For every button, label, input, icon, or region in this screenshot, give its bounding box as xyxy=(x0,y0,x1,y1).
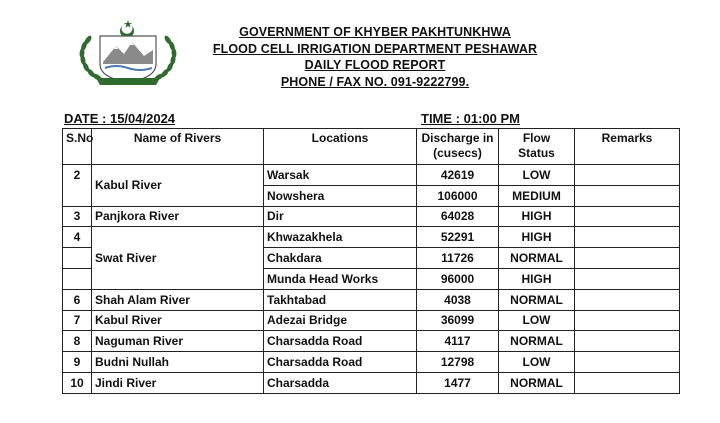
cell-sno: 3 xyxy=(63,206,92,227)
header-discharge xyxy=(417,129,499,165)
cell-remarks xyxy=(575,165,680,186)
cell-river: Budni Nullah xyxy=(92,352,264,373)
cell-location: Warsak xyxy=(264,165,417,186)
cell-status: LOW xyxy=(499,165,575,186)
cell-discharge: 64028 xyxy=(417,206,499,227)
cell-river: Kabul River xyxy=(92,165,264,207)
cell-status: NORMAL xyxy=(499,289,575,310)
header-remarks: Remarks xyxy=(575,129,680,165)
cell-discharge: 106000 xyxy=(417,185,499,206)
cell-location: Charsadda xyxy=(264,372,417,393)
cell-discharge: 36099 xyxy=(417,310,499,331)
government-title: GOVERNMENT OF KHYBER PAKHTUNKHWA xyxy=(239,25,511,39)
cell-remarks xyxy=(575,310,680,331)
cell-remarks xyxy=(575,289,680,310)
report-title: DAILY FLOOD REPORT xyxy=(304,58,446,72)
table-row xyxy=(63,372,680,393)
cell-status: HIGH xyxy=(499,227,575,248)
report-date: DATE : 15/04/2024 xyxy=(64,111,176,126)
cell-discharge: 4038 xyxy=(417,289,499,310)
cell-sno: 2 xyxy=(63,165,92,207)
table-row xyxy=(63,289,680,310)
table-row xyxy=(63,310,680,331)
cell-discharge: 96000 xyxy=(417,268,499,289)
cell-location: Charsadda Road xyxy=(264,352,417,373)
cell-river: Naguman River xyxy=(92,331,264,352)
cell-sno xyxy=(63,268,92,289)
cell-discharge: 12798 xyxy=(417,352,499,373)
report-header xyxy=(160,24,590,90)
cell-location: Charsadda Road xyxy=(264,331,417,352)
cell-location: Takhtabad xyxy=(264,289,417,310)
cell-location: Chakdara xyxy=(264,248,417,269)
cell-remarks xyxy=(575,227,680,248)
cell-status: LOW xyxy=(499,310,575,331)
table-row xyxy=(63,206,680,227)
table-row xyxy=(63,331,680,352)
cell-location: Nowshera xyxy=(264,185,417,206)
cell-status: NORMAL xyxy=(499,331,575,352)
phone-fax: PHONE / FAX NO. 091-9222799. xyxy=(280,74,470,89)
cell-remarks xyxy=(575,372,680,393)
cell-sno: 9 xyxy=(63,352,92,373)
cell-discharge: 52291 xyxy=(417,227,499,248)
header-discharge-line2: (cusecs) xyxy=(433,146,482,160)
cell-river: Kabul River xyxy=(92,310,264,331)
cell-discharge: 1477 xyxy=(417,372,499,393)
cell-river: Shah Alam River xyxy=(92,289,264,310)
cell-discharge: 4117 xyxy=(417,331,499,352)
cell-location: Dir xyxy=(264,206,417,227)
header-river: Name of Rivers xyxy=(92,129,264,165)
table-row xyxy=(63,165,680,186)
cell-sno: 4 xyxy=(63,227,92,248)
header-status-line2: Status xyxy=(518,146,555,160)
cell-remarks xyxy=(575,331,680,352)
cell-status: LOW xyxy=(499,352,575,373)
table-row xyxy=(63,227,680,248)
cell-remarks xyxy=(575,248,680,269)
cell-sno: 7 xyxy=(63,310,92,331)
cell-location: Adezai Bridge xyxy=(264,310,417,331)
cell-status: HIGH xyxy=(499,268,575,289)
cell-remarks xyxy=(575,185,680,206)
table-row xyxy=(63,352,680,373)
header-location: Locations xyxy=(264,129,417,165)
header-discharge-line1: Discharge in xyxy=(421,131,494,145)
cell-remarks xyxy=(575,268,680,289)
cell-status: MEDIUM xyxy=(499,185,575,206)
header-sno: S.No xyxy=(63,129,92,165)
cell-discharge: 42619 xyxy=(417,165,499,186)
cell-remarks xyxy=(575,352,680,373)
cell-river: Swat River xyxy=(92,227,264,289)
cell-location: Khwazakhela xyxy=(264,227,417,248)
flood-report-table xyxy=(62,128,680,394)
cell-sno xyxy=(63,248,92,269)
cell-sno: 10 xyxy=(63,372,92,393)
cell-status: NORMAL xyxy=(499,372,575,393)
cell-sno: 8 xyxy=(63,331,92,352)
cell-river: Panjkora River xyxy=(92,206,264,227)
cell-river: Jindi River xyxy=(92,372,264,393)
header-status-line1: Flow xyxy=(522,131,551,145)
cell-sno: 6 xyxy=(63,289,92,310)
cell-discharge: 11726 xyxy=(417,248,499,269)
department-title: FLOOD CELL IRRIGATION DEPARTMENT PESHAWAR xyxy=(212,41,538,56)
table-header-row xyxy=(63,129,680,165)
report-time: TIME : 01:00 PM xyxy=(421,111,520,126)
cell-status: NORMAL xyxy=(499,248,575,269)
cell-location: Munda Head Works xyxy=(264,268,417,289)
header-flow-status xyxy=(499,129,575,165)
cell-remarks xyxy=(575,206,680,227)
cell-status: HIGH xyxy=(499,206,575,227)
